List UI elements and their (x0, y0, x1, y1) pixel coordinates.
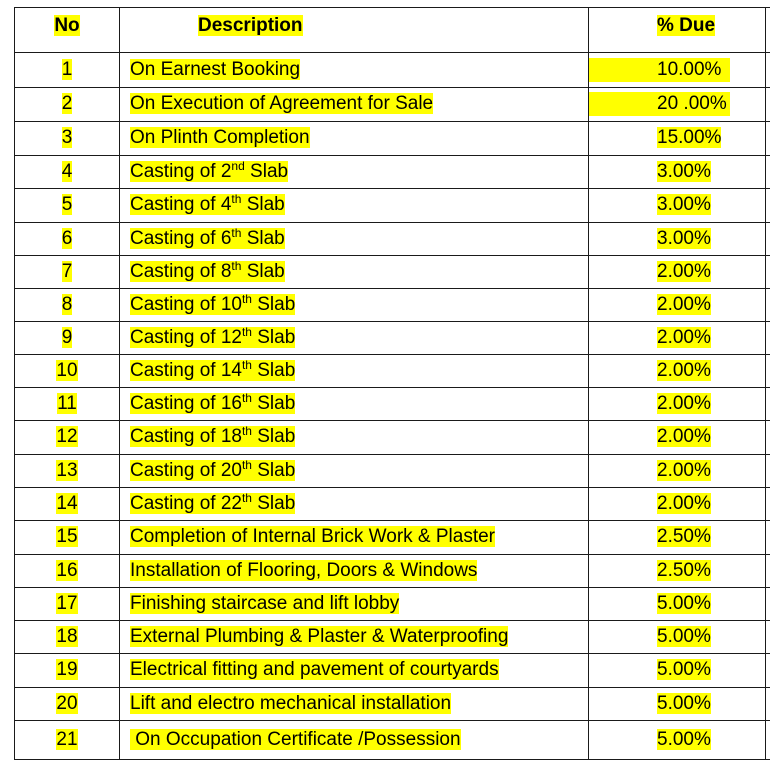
description-tail: Slab (241, 194, 285, 215)
ordinal-suffix: th (241, 292, 252, 306)
row-number (16, 160, 118, 184)
row-number (16, 126, 118, 150)
description-main: Casting of 2 (130, 161, 232, 182)
row-number-text: 2 (61, 93, 73, 114)
row-due-text: 15.00% (657, 127, 722, 148)
row-border (14, 7, 770, 8)
description-main: On Occupation Certificate /Possession (130, 729, 461, 750)
row-description (130, 425, 295, 449)
row-due (657, 193, 711, 217)
row-number (16, 193, 118, 217)
row-number (16, 326, 118, 350)
row-number-text: 15 (56, 526, 78, 547)
row-border (14, 387, 770, 388)
row-number-text: 21 (56, 729, 78, 750)
row-border (14, 620, 770, 621)
description-main: Casting of 10 (130, 294, 242, 315)
ordinal-suffix: nd (231, 159, 245, 173)
description-main: Casting of 4 (130, 194, 232, 215)
row-description (130, 260, 285, 284)
column-border (119, 7, 120, 759)
description-main: External Plumbing & Plaster & Waterproofing (130, 626, 509, 647)
row-description (130, 625, 508, 649)
row-description-text (130, 593, 399, 614)
row-number (16, 260, 118, 284)
description-main: Casting of 22 (130, 493, 242, 514)
description-tail: Slab (241, 261, 285, 282)
row-due-text: 5.00% (657, 693, 711, 714)
row-due-text: 5.00% (657, 659, 711, 680)
row-due-text: 3.00% (657, 194, 711, 215)
row-border (14, 420, 770, 421)
description-main: Casting of 6 (130, 228, 232, 249)
row-border (14, 155, 770, 156)
description-main: Casting of 8 (130, 261, 232, 282)
row-description-text (130, 693, 451, 714)
row-due-text: 3.00% (657, 228, 711, 249)
row-due (657, 260, 711, 284)
ordinal-suffix: th (241, 458, 252, 472)
column-border (765, 7, 766, 759)
row-description (130, 160, 288, 184)
row-description (130, 392, 295, 416)
row-number-text: 9 (61, 327, 73, 348)
row-description (130, 492, 295, 516)
row-number (16, 459, 118, 483)
row-border (14, 720, 770, 721)
row-due-text: 2.00% (657, 327, 711, 348)
row-due (657, 160, 711, 184)
row-description (130, 728, 461, 752)
row-due (657, 126, 721, 150)
row-due-text: 2.00% (657, 460, 711, 481)
ordinal-suffix: th (231, 192, 242, 206)
ordinal-suffix: th (231, 226, 242, 240)
description-tail: Slab (251, 426, 296, 447)
row-due (657, 227, 711, 251)
row-number (16, 58, 118, 82)
description-main: Casting of 12 (130, 327, 242, 348)
description-main: On Earnest Booking (130, 59, 301, 80)
row-number (16, 728, 118, 752)
row-description-text (130, 127, 310, 148)
row-description-text (130, 294, 295, 315)
row-due (657, 692, 711, 716)
row-number (16, 492, 118, 516)
header-description: Description (198, 15, 303, 36)
row-due-text: 5.00% (657, 729, 711, 750)
row-description-text (130, 393, 295, 414)
row-due (657, 425, 711, 449)
row-due-text: 2.00% (657, 261, 711, 282)
ordinal-suffix: th (241, 424, 252, 438)
row-border (14, 321, 770, 322)
row-description (130, 658, 499, 682)
row-number (16, 625, 118, 649)
row-number-text: 3 (61, 127, 73, 148)
row-number (16, 92, 118, 116)
description-main: Finishing staircase and lift lobby (130, 593, 400, 614)
row-due-text: 2.50% (657, 560, 711, 581)
row-number-text: 7 (61, 261, 73, 282)
row-description-text (130, 261, 285, 282)
row-description-text (130, 560, 477, 581)
row-due-text: 5.00% (657, 626, 711, 647)
description-main: On Plinth Completion (130, 127, 310, 148)
row-border (14, 87, 770, 88)
row-due (657, 58, 721, 82)
description-tail: Slab (251, 393, 296, 414)
row-description-text (130, 327, 295, 348)
row-description (130, 459, 295, 483)
row-border (14, 520, 770, 521)
row-due (657, 459, 711, 483)
row-description-text (130, 228, 285, 249)
row-number-text: 12 (56, 426, 78, 447)
description-main: Completion of Internal Brick Work & Plaster (130, 526, 496, 547)
row-due (657, 326, 711, 350)
row-due (657, 559, 711, 583)
row-number-text: 13 (56, 460, 78, 481)
row-number (16, 227, 118, 251)
row-number (16, 525, 118, 549)
description-tail: Slab (251, 294, 296, 315)
row-number-text: 1 (61, 59, 73, 80)
row-number-text: 19 (56, 659, 78, 680)
description-tail: Slab (251, 460, 296, 481)
row-description-text (130, 360, 295, 381)
row-number-text: 14 (56, 493, 78, 514)
row-border (14, 121, 770, 122)
row-border (14, 759, 770, 760)
row-border (14, 354, 770, 355)
row-number (16, 359, 118, 383)
row-description (130, 92, 433, 116)
row-number (16, 392, 118, 416)
row-due (657, 625, 711, 649)
row-description (130, 326, 295, 350)
row-description-text (130, 626, 508, 647)
row-due (657, 728, 711, 752)
row-due (657, 392, 711, 416)
row-number-text: 5 (61, 194, 73, 215)
description-tail: Slab (251, 360, 296, 381)
row-due (657, 293, 711, 317)
row-due-text: 2.00% (657, 294, 711, 315)
row-description-text (130, 526, 495, 547)
row-border (14, 255, 770, 256)
description-tail: Slab (251, 327, 296, 348)
ordinal-suffix: th (241, 358, 252, 372)
row-number-text: 17 (56, 593, 78, 614)
row-border (14, 554, 770, 555)
row-number-text: 10 (56, 360, 78, 381)
row-description-text (130, 59, 300, 80)
description-main: Electrical fitting and pavement of courtyards (130, 659, 499, 680)
row-description-text (130, 93, 433, 114)
row-due-text: 2.00% (657, 493, 711, 514)
row-border (14, 288, 770, 289)
row-description (130, 58, 300, 82)
row-description (130, 126, 310, 150)
description-main: Casting of 20 (130, 460, 242, 481)
description-main: Casting of 16 (130, 393, 242, 414)
row-description-text (130, 729, 461, 750)
description-main: Installation of Flooring, Doors & Windows (130, 560, 478, 581)
row-border (14, 222, 770, 223)
row-number-text: 16 (56, 560, 78, 581)
row-due (657, 359, 711, 383)
row-number (16, 658, 118, 682)
row-due-text: 5.00% (657, 593, 711, 614)
column-border (14, 7, 15, 759)
row-due-text: 2.00% (657, 360, 711, 381)
row-due (657, 525, 711, 549)
row-due (657, 92, 727, 116)
row-description (130, 193, 285, 217)
row-description-text (130, 426, 295, 447)
row-description (130, 525, 495, 549)
row-number-text: 18 (56, 626, 78, 647)
row-number-text: 4 (61, 161, 73, 182)
row-border (14, 687, 770, 688)
row-border (14, 587, 770, 588)
row-number (16, 692, 118, 716)
description-tail: Slab (241, 228, 285, 249)
description-tail: Slab (251, 493, 296, 514)
row-number-text: 11 (57, 393, 77, 414)
row-number (16, 559, 118, 583)
description-main: Casting of 14 (130, 360, 242, 381)
row-due (657, 492, 711, 516)
row-due (657, 592, 711, 616)
row-border (14, 487, 770, 488)
ordinal-suffix: th (241, 491, 252, 505)
row-border (14, 188, 770, 189)
row-due (657, 658, 711, 682)
description-main: On Execution of Agreement for Sale (130, 93, 434, 114)
ordinal-suffix: th (241, 391, 252, 405)
row-due-text: 2.00% (657, 426, 711, 447)
description-tail: Slab (244, 161, 289, 182)
row-number (16, 592, 118, 616)
row-number-text: 8 (61, 294, 73, 315)
row-description-text (130, 161, 288, 182)
row-description (130, 592, 399, 616)
description-main: Lift and electro mechanical installation (130, 693, 452, 714)
row-description-text (130, 493, 295, 514)
row-number (16, 425, 118, 449)
row-due-text: 3.00% (657, 161, 711, 182)
header-due: % Due (657, 15, 716, 36)
row-due-text: 2.50% (657, 526, 711, 547)
row-description (130, 227, 285, 251)
column-border (588, 7, 589, 759)
row-border (14, 454, 770, 455)
row-border (14, 52, 770, 53)
row-due-text: 10.00% (657, 59, 722, 80)
description-main: Casting of 18 (130, 426, 242, 447)
row-number-text: 20 (56, 693, 78, 714)
ordinal-suffix: th (241, 325, 252, 339)
row-due-text: 2.00% (657, 393, 711, 414)
row-border (14, 653, 770, 654)
row-description-text (130, 194, 285, 215)
ordinal-suffix: th (231, 259, 242, 273)
row-description-text (130, 659, 499, 680)
row-description-text (130, 460, 295, 481)
row-number-text: 6 (61, 228, 73, 249)
row-description (130, 359, 295, 383)
row-due-text: 20 .00% (657, 93, 727, 114)
row-description (130, 692, 451, 716)
row-description (130, 293, 295, 317)
row-number (16, 293, 118, 317)
row-description (130, 559, 477, 583)
header-no: No (54, 15, 80, 36)
